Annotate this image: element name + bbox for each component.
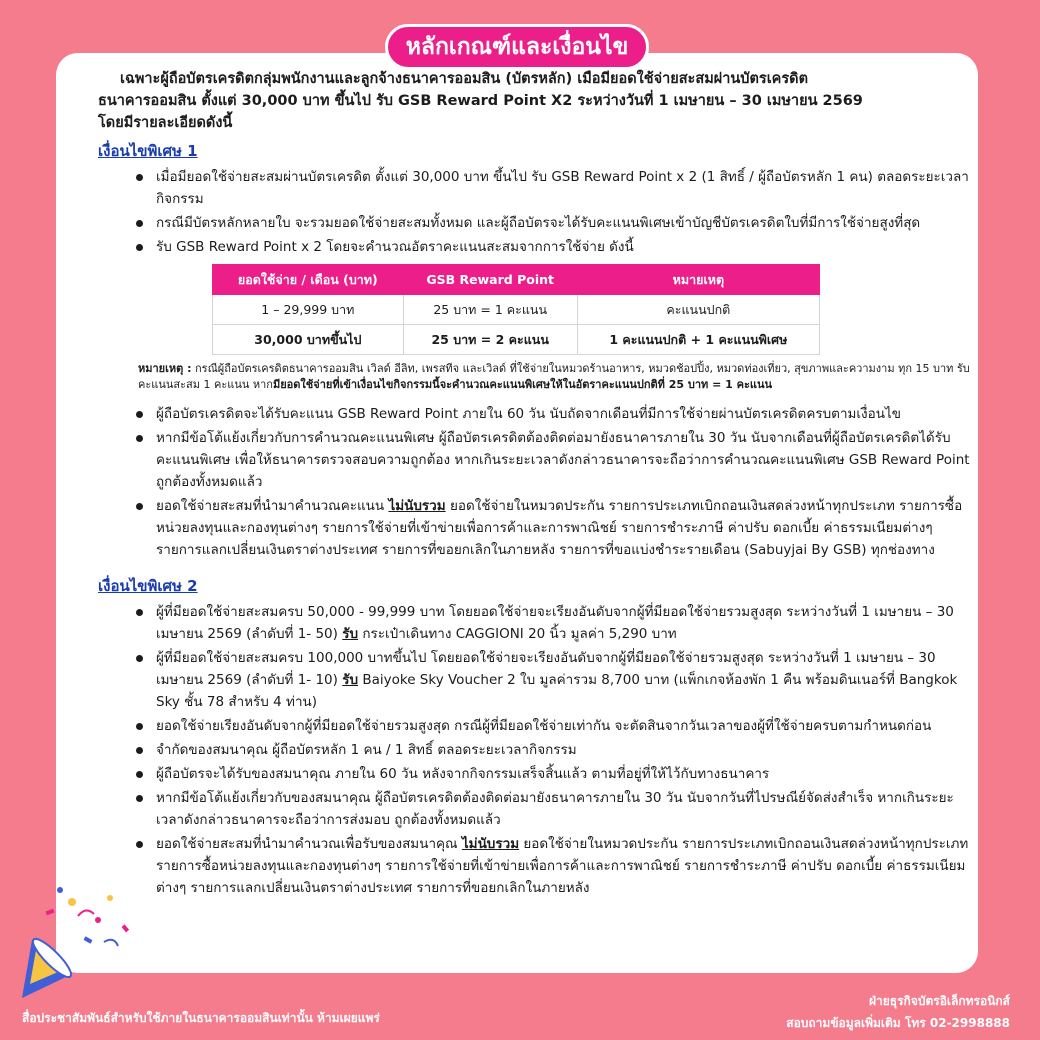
exclusion-post: ยอดใช้จ่ายในหมวดประกัน รายการประเภทเบิกถอนเงินสดล่วงหน้าทุกประเภท รายการซื้อหน่วยลงทุนและกองทุนต่างๆ รายการใช้จ่ายที่เข้าข่ายเพื่อการค้าและการพาณิชย์ รายการชำระภาษี ค่าปรับ ดอกเบี้ย ค่าธรรมเนียมต่างๆ รายการแลกเปลี่ยนเงินตราต่างประเทศ รายการที่ขอยกเลิกในภายหลัง: [156, 836, 969, 896]
table-cell: คะแนนปกติ: [577, 295, 819, 325]
list-item: หากมีข้อโต้แย้งเกี่ยวกับการคำนวณคะแนนพิเศษ ผู้ถือบัตรเครดิตต้องติดต่อมายังธนาคารภายใน 30 วัน นับจากเดือนที่ผู้ถือบัตรเครดิตได้รับคะแนนพิเศษ เพื่อให้ธนาคารตรวจสอบความถูกต้อง หากเกินระยะเวลาดังกล่าวธนาคารจะถือว่าการคำนวณคะแนนพิเศษ GSB Reward Point ถูกต้องทั้งหมดแล้ว: [136, 427, 978, 493]
list-item: เมื่อมียอดใช้จ่ายสะสมผ่านบัตรเครดิต ตั้งแต่ 30,000 บาท ขึ้นไป รับ GSB Reward Point x 2 (1 สิทธิ์ / ผู้ถือบัตรหลัก 1 คน) ตลอดระยะเวลากิจกรรม: [136, 166, 978, 210]
list-item: ผู้ถือบัตรเครดิตจะได้รับคะแนน GSB Reward Point ภายใน 60 วัน นับถัดจากเดือนที่มีการใช้จ่ายผ่านบัตรเครดิตครบตามเงื่อนไข: [136, 403, 978, 425]
reward-1-key: รับ: [342, 626, 359, 642]
section-2-heading: เงื่อนไขพิเศษ 2: [98, 577, 198, 595]
terms-content: [98, 68, 978, 901]
section-2-bullets: [136, 601, 978, 899]
table-header-spend: ยอดใช้จ่าย / เดือน (บาท): [213, 265, 404, 295]
table-header-row: [213, 265, 820, 295]
table-row: [213, 295, 820, 325]
table-cell: 1 – 29,999 บาท: [213, 295, 404, 325]
intro-line-3: โดยมีรายละเอียดดังนี้: [98, 115, 233, 131]
list-item: รับ GSB Reward Point x 2 โดยจะคำนวณอัตราคะแนนสะสมจากการใช้จ่าย ดังนี้: [136, 236, 978, 258]
list-item: กรณีมีบัตรหลักหลายใบ จะรวมยอดใช้จ่ายสะสมทั้งหมด และผู้ถือบัตรจะได้รับคะแนนพิเศษเข้าบัญชีบัตรเครดิตใบที่มีการใช้จ่ายสูงที่สุด: [136, 212, 978, 234]
intro-line-2: ธนาคารออมสิน ตั้งแต่ 30,000 บาท ขึ้นไป รับ GSB Reward Point X2 ระหว่างวันที่ 1 เมษายน – 30 เมษายน 2569: [98, 93, 863, 109]
table-header-remark: หมายเหตุ: [577, 265, 819, 295]
intro-paragraph: [98, 68, 978, 134]
table-cell: 25 บาท = 2 คะแนน: [403, 325, 577, 355]
footer-phone: สอบถามข้อมูลเพิ่มเติม โทร 02-2998888: [786, 1016, 1010, 1030]
table-header-points: GSB Reward Point: [403, 265, 577, 295]
section-1-heading: เงื่อนไขพิเศษ 1: [98, 142, 198, 160]
reward-2-key: รับ: [342, 672, 359, 688]
exclusion-key: ไม่นับรวม: [461, 836, 520, 852]
list-item: [136, 601, 978, 645]
table-cell: 25 บาท = 1 คะแนน: [403, 295, 577, 325]
table-cell: 1 คะแนนปกติ + 1 คะแนนพิเศษ: [577, 325, 819, 355]
intro-line-1: เฉพาะผู้ถือบัตรเครดิตกลุ่มพนักงานและลูกจ้างธนาคารออมสิน (บัตรหลัก) เมื่อมียอดใช้จ่ายสะสมผ่านบัตรเครดิต: [120, 71, 808, 87]
reward-1-post: กระเป๋าเดินทาง CAGGIONI 20 นิ้ว มูลค่า 5,290 บาท: [358, 626, 677, 642]
list-item: หากมีข้อโต้แย้งเกี่ยวกับของสมนาคุณ ผู้ถือบัตรเครดิตต้องติดต่อมายังธนาคารภายใน 30 วัน นับจากวันที่ไปรษณีย์จัดส่งสำเร็จ หากเกินระยะเวลาดังกล่าวธนาคารจะถือว่าการส่งมอบ ถูกต้องทั้งหมดแล้ว: [136, 787, 978, 831]
party-popper-icon: [0, 880, 200, 1010]
list-item: [136, 495, 978, 561]
reward-1-pre: ผู้ที่มียอดใช้จ่ายสะสมครบ 50,000 - 99,999 บาท โดยยอดใช้จ่ายจะเรียงอันดับจากผู้ที่มียอดใช้จ่ายรวมสูงสุด ระหว่างวันที่ 1 เมษายน – 30 เมษายน 2569 (ลำดับที่ 1- 50): [156, 604, 954, 642]
reward-2-pre: ผู้ที่มียอดใช้จ่ายสะสมครบ 100,000 บาทขึ้นไป โดยยอดใช้จ่ายจะเรียงอันดับจากผู้ที่มียอดใช้จ่ายรวมสูงสุด ระหว่างวันที่ 1 เมษายน – 30 เมษายน 2569 (ลำดับที่ 1- 10): [156, 650, 936, 688]
page-title: หลักเกณฑ์และเงื่อนไข: [385, 24, 649, 70]
footer-contact: [786, 990, 1010, 1034]
reward-2-post: Baiyoke Sky Voucher 2 ใบ มูลค่ารวม 8,700 บาท (แพ็กเกจห้องพัก 1 คืน พร้อมดินเนอร์ที่ Bangkok Sky ชั้น 78 สำหรับ 4 ท่าน): [156, 672, 958, 710]
note-bold-text: มียอดใช้จ่ายที่เข้าเงื่อนไขกิจกรรมนี้จะคำนวณคะแนนพิเศษให้ในอัตราคะแนนปกติที่ 25 บาท = 1 คะแนน: [272, 378, 773, 391]
section-2: [98, 575, 978, 899]
exclusion-pre: ยอดใช้จ่ายสะสมที่นำมาคำนวณเพื่อรับของสมนาคุณ: [156, 836, 462, 852]
section-1-bullets-top: [136, 166, 978, 258]
list-item: ยอดใช้จ่ายเรียงอันดับจากผู้ที่มียอดใช้จ่ายรวมสูงสุด กรณีผู้ที่มียอดใช้จ่ายเท่ากัน จะตัดสินจากวันเวลาของผู้ที่ใช้จ่ายครบตามกำหนดก่อน: [136, 715, 978, 737]
section-1-bullets-bottom: [136, 403, 978, 561]
table-cell: 30,000 บาทขึ้นไป: [213, 325, 404, 355]
exclusion-pre: ยอดใช้จ่ายสะสมที่นำมาคำนวณคะแนน: [156, 498, 389, 514]
note-label: หมายเหตุ :: [138, 362, 192, 375]
footer-disclaimer: สื่อประชาสัมพันธ์สำหรับใช้ภายในธนาคารออมสินเท่านั้น ห้ามเผยแพร่: [22, 1011, 380, 1025]
exclusion-key: ไม่นับรวม: [388, 498, 446, 514]
exclusion-post: ยอดใช้จ่ายในหมวดประกัน รายการประเภทเบิกถอนเงินสดล่วงหน้าทุกประเภท รายการซื้อหน่วยลงทุนและกองทุนต่างๆ รายการใช้จ่ายที่เข้าข่ายเพื่อการค้าและการพาณิชย์ รายการชำระภาษี ค่าปรับ ดอกเบี้ย ค่าธรรมเนียมต่างๆ รายการแลกเปลี่ยนเงินตราต่างประเทศ รายการที่ขอยกเลิกในภายหลัง รายการที่ขอแบ่งชำระรายเดือน (Sabuyjai By GSB) ทุกช่องทาง: [156, 498, 963, 558]
points-table: [212, 264, 820, 355]
list-item: จำกัดของสมนาคุณ ผู้ถือบัตรหลัก 1 คน / 1 สิทธิ์ ตลอดระยะเวลากิจกรรม: [136, 739, 978, 761]
list-item: ผู้ถือบัตรจะได้รับของสมนาคุณ ภายใน 60 วัน หลังจากกิจกรรมเสร็จสิ้นแล้ว ตามที่อยู่ที่ให้ไว้กับทางธนาคาร: [136, 763, 978, 785]
list-item: [136, 647, 978, 713]
note-text: กรณีผู้ถือบัตรเครดิตธนาคารออมสิน เวิลด์ อีลิท, เพรสทีจ และเวิลด์ ที่ใช้จ่ายในหมวดร้านอาหาร, หมวดช้อปปิ้ง, หมวดท่องเที่ยว, สุขภาพและความงาม ทุก 15 บาท รับคะแนนสะสม 1 คะแนน หาก: [138, 362, 970, 391]
list-item: [136, 833, 978, 899]
footer-department: ฝ่ายธุรกิจบัตรอิเล็กทรอนิกส์: [868, 994, 1010, 1008]
table-row: [213, 325, 820, 355]
table-note: [138, 361, 978, 393]
